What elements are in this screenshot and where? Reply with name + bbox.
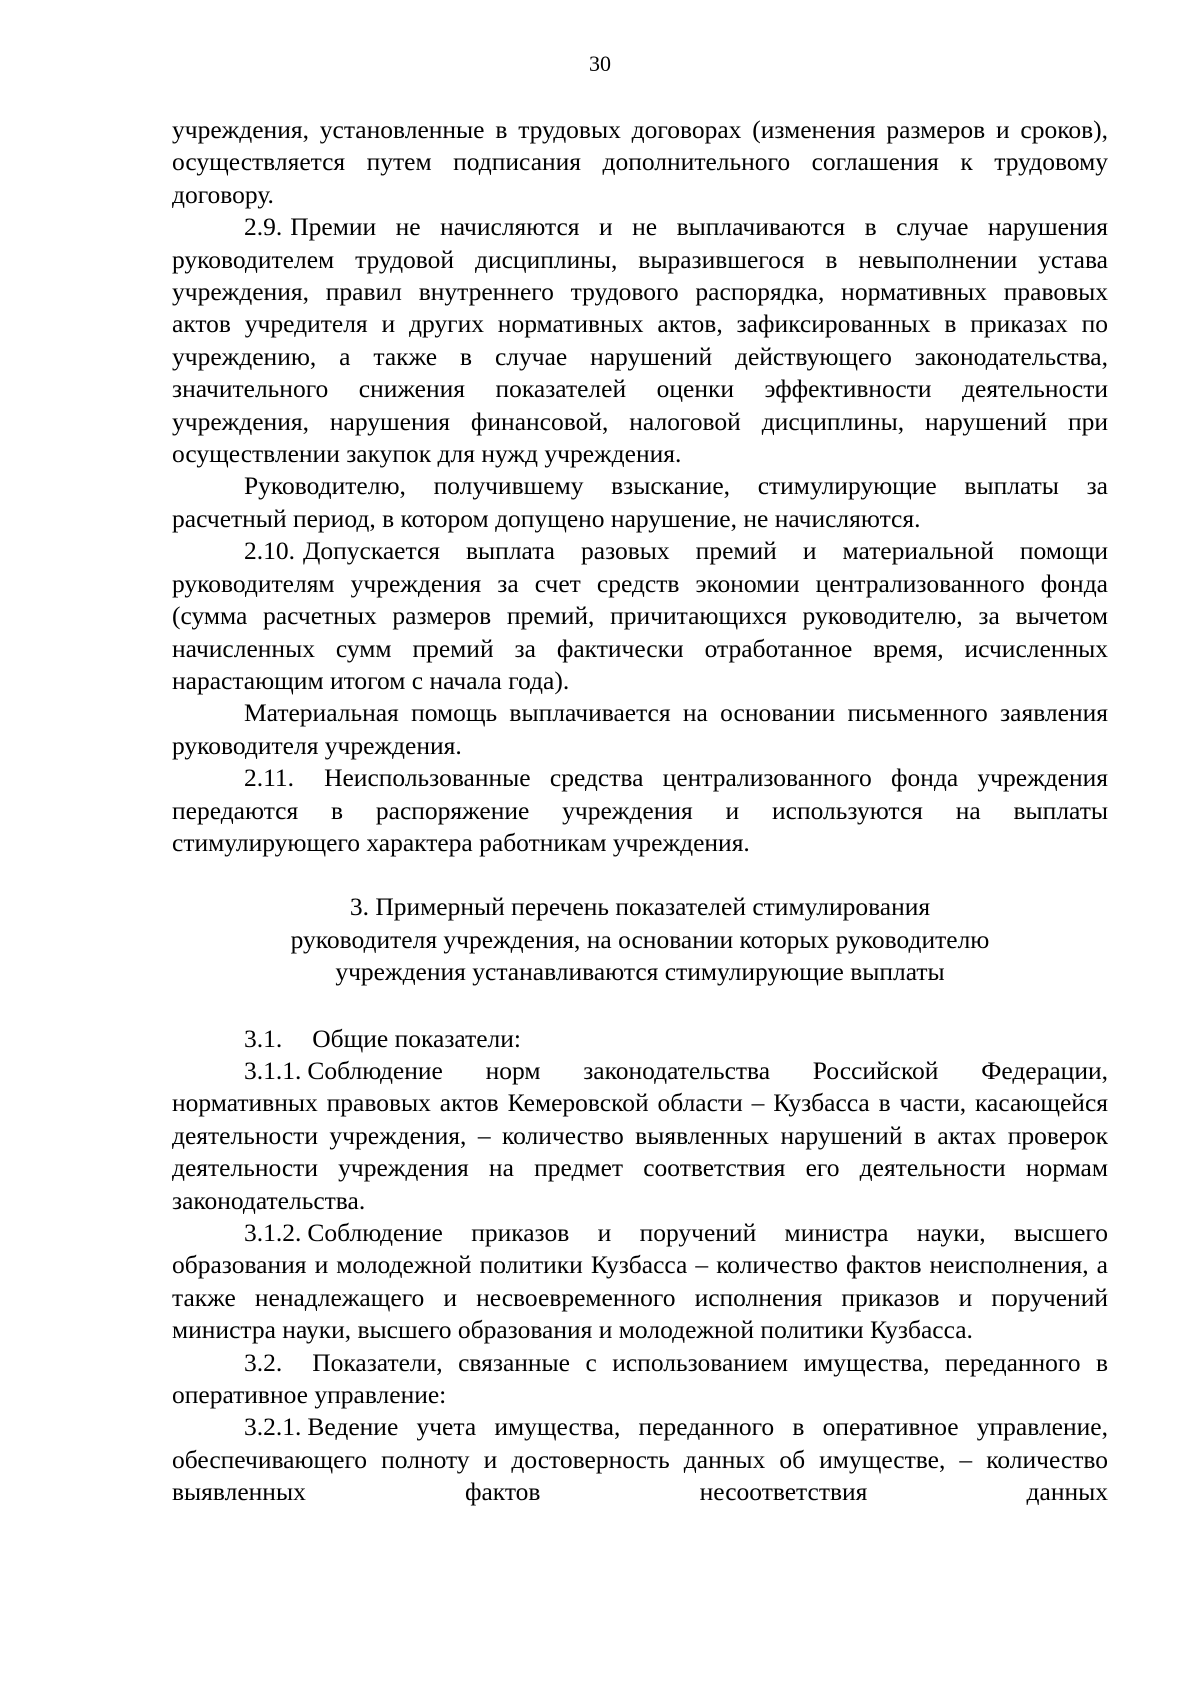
heading-line-1: 3. Примерный перечень показателей стимулирования [349,892,931,922]
clause-text: Неиспользованные средства централизованного фонда учреждения передаются в распоряжение учреждения и используются на выплаты стимулирующего характера работникам учреждения. [172,763,1108,857]
clause-number: 3.1.1. [244,1055,302,1085]
paragraph-3-2 [172,1347,1108,1412]
clause-text: Ведение учета имущества, переданного в оперативное управление, обеспечивающего полноту и достоверность данных об имуществе, – количество выявленных фактов несоответствия данных [172,1412,1108,1507]
clause-number: 3.1.2. [244,1218,302,1247]
paragraph-material-aid: Материальная помощь выплачивается на основании письменного заявления руководителя учреждения. [172,698,1108,760]
clause-text: Соблюдение норм законодательства Российской Федерации, нормативных правовых актов Кемеровской области – Кузбасса в части, касающейся деятельности учреждения, – количество выявленных нарушений в актах проверок деятельности учреждения на предмет соответствия его деятельности нормам законодательства. [172,1055,1108,1215]
paragraph-3-1-2 [172,1217,1108,1347]
clause-number: 3.2.1. [244,1412,302,1442]
clause-text: Премии не начисляются и не выплачиваются в случае нарушения руководителем трудовой дисциплины, выразившегося в невыполнении устава учреждения, правил внутреннего трудового распорядка, нормативных правовых актов учредителя и других нормативных актов, зафиксированных в приказах по учреждению, а также в случае нарушений действующего законодательства, значительного снижения показателей оценки эффективности деятельности учреждения, нарушения финансовой, налоговой дисциплины, нарушений при осуществлении закупок для нужд учреждения. [172,212,1108,469]
paragraph-continuation: учреждения, установленные в трудовых договорах (изменения размеров и сроков), осуществляется путем подписания дополнительного соглашения к трудовому договору. [172,115,1108,209]
clause-number: 3.2. [244,1347,283,1377]
page-number: 30 [589,51,611,76]
section-heading [172,891,1108,988]
clause-number: 2.11. [244,763,295,793]
clause-number: 2.10. [244,536,295,566]
paragraph-2-10 [172,535,1108,697]
paragraph-2-9 [172,211,1108,470]
heading-line-2: руководителя учреждения, на основании которых руководителю [290,924,990,954]
clause-text: Соблюдение приказов и поручений министра науки, высшего образования и молодежной политики Кузбасса – количество фактов неисполнения, а также ненадлежащего и несвоевременного исполнения приказов и поручений министра науки, высшего образования и молодежной политики Кузбасса. [172,1218,1108,1345]
paragraph-2-11 [172,762,1108,859]
paragraph-3-2-1 [172,1411,1108,1508]
clause-number: 2.9. [244,212,283,242]
clause-text: Общие показатели: [312,1023,521,1053]
paragraph-3-1-1 [172,1055,1108,1217]
clause-number: 3.1. [244,1023,283,1053]
paragraph-penalty: Руководителю, получившему взыскание, стимулирующие выплаты за расчетный период, в котором допущено нарушение, не начисляются. [172,471,1108,533]
heading-line-3: учреждения устанавливаются стимулирующие выплаты [335,957,945,987]
clause-text: Показатели, связанные с использованием имущества, переданного в оперативное управление: [172,1347,1108,1410]
paragraph-3-1 [172,1023,1108,1055]
clause-text: Допускается выплата разовых премий и материальной помощи руководителям учреждения за счет средств экономии централизованного фонда (сумма расчетных размеров премий, причитающихся руководителю, за вычетом начисленных сумм премий за фактически отработанное время, исчисленных нарастающим итогом с начала года). [172,536,1108,695]
document-body [172,114,1108,1509]
